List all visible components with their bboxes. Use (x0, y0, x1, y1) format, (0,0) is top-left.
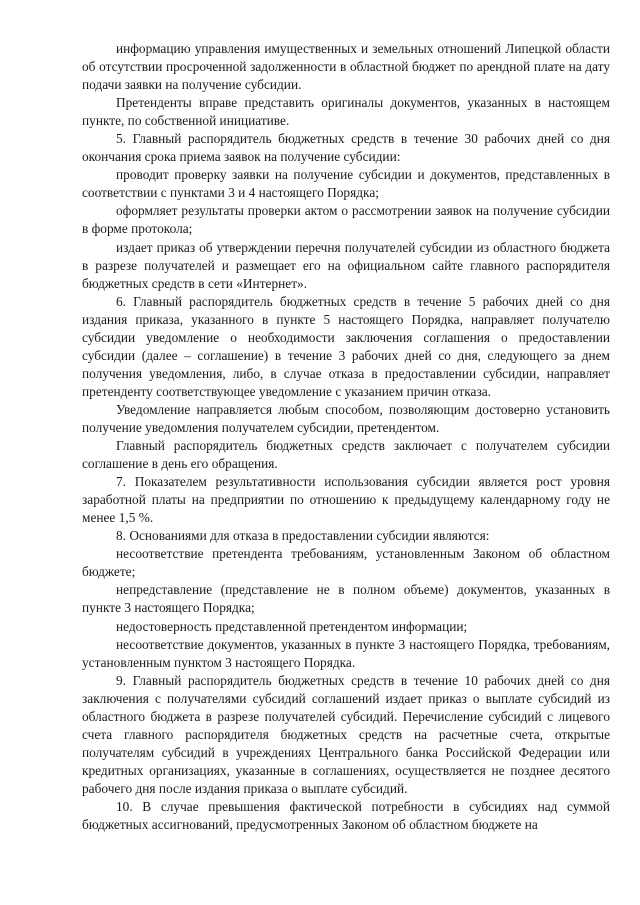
paragraph: издает приказ об утверждении перечня получателей субсидии из областного бюджета в разрезе получателей и размещает его на официальном сайте главного распорядителя бюджетных средств в сети «Интернет». (82, 239, 610, 291)
paragraph: Уведомление направляется любым способом, позволяющим достоверно установить получение уведомления получателем субсидии, претендентом. (82, 401, 610, 435)
paragraph: 8. Основаниями для отказа в предоставлении субсидии являются: (116, 528, 490, 544)
paragraph: проводит проверку заявки на получение субсидии и документов, представленных в соответствии с пунктами 3 и 4 настоящего Порядка; (82, 167, 610, 201)
paragraph: несоответствие претендента требованиям, установленным Законом об областном бюджете; (82, 546, 610, 580)
paragraph: недостоверность представленной претендентом информации; (116, 618, 468, 634)
paragraph: непредставление (представление не в полном объеме) документов, указанных в пункте 3 настоящего Порядка; (82, 582, 610, 616)
paragraph: Главный распорядитель бюджетных средств заключает с получателем субсидии соглашение в день его обращения. (82, 438, 610, 472)
paragraph: несоответствие документов, указанных в пункте 3 настоящего Порядка, требованиям, установленным пунктом 3 настоящего Порядка. (82, 636, 610, 670)
paragraph: 9. Главный распорядитель бюджетных средств в течение 10 рабочих дней со дня заключения с получателями субсидий соглашений издает приказ о выплате субсидий из областного бюджета в разрезе получателей субсидий. Перечисление субсидий с лицевого счета главного распорядителя бюджетных средств на расчетные счета, открытые получателям субсидий в учреждениях Центрального банка Российской Федерации или кредитных организациях, указанные в соглашениях, осуществляется не позднее десятого рабочего дня после издания приказа о выплате субсидий. (82, 672, 610, 796)
paragraph: оформляет результаты проверки актом о рассмотрении заявок на получение субсидии в форме протокола; (82, 203, 610, 237)
paragraph: 5. Главный распорядитель бюджетных средств в течение 30 рабочих дней со дня окончания срока приема заявок на получение субсидии: (82, 131, 610, 165)
paragraph: 10. В случае превышения фактической потребности в субсидиях над суммой бюджетных ассигнований, предусмотренных Законом об областном бюджете на (82, 798, 610, 833)
paragraph: 6. Главный распорядитель бюджетных средств в течение 5 рабочих дней со дня издания приказа, указанного в пункте 5 настоящего Порядка, направляет получателю субсидии уведомление о необходимости заключения соглашения о предоставлении субсидии (далее – соглашение) в течение 3 рабочих дней со дня, следующего за днем получения уведомления, либо, в случае отказа в предоставлении субсидии, направляет претенденту соответствующее уведомление с указанием причин отказа. (82, 293, 610, 399)
paragraph: 7. Показателем результативности использования субсидии является рост уровня заработной платы на предприятии по отношению к предыдущему календарному году не менее 1,5 %. (82, 474, 610, 526)
paragraph: информацию управления имущественных и земельных отношений Липецкой области об отсутствии просроченной задолженности в областной бюджет по арендной плате на дату подачи заявки на получение субсидии. (82, 41, 610, 93)
paragraph: Претенденты вправе представить оригиналы документов, указанных в настоящем пункте, по собственной инициативе. (82, 95, 610, 129)
document-page (82, 40, 610, 834)
